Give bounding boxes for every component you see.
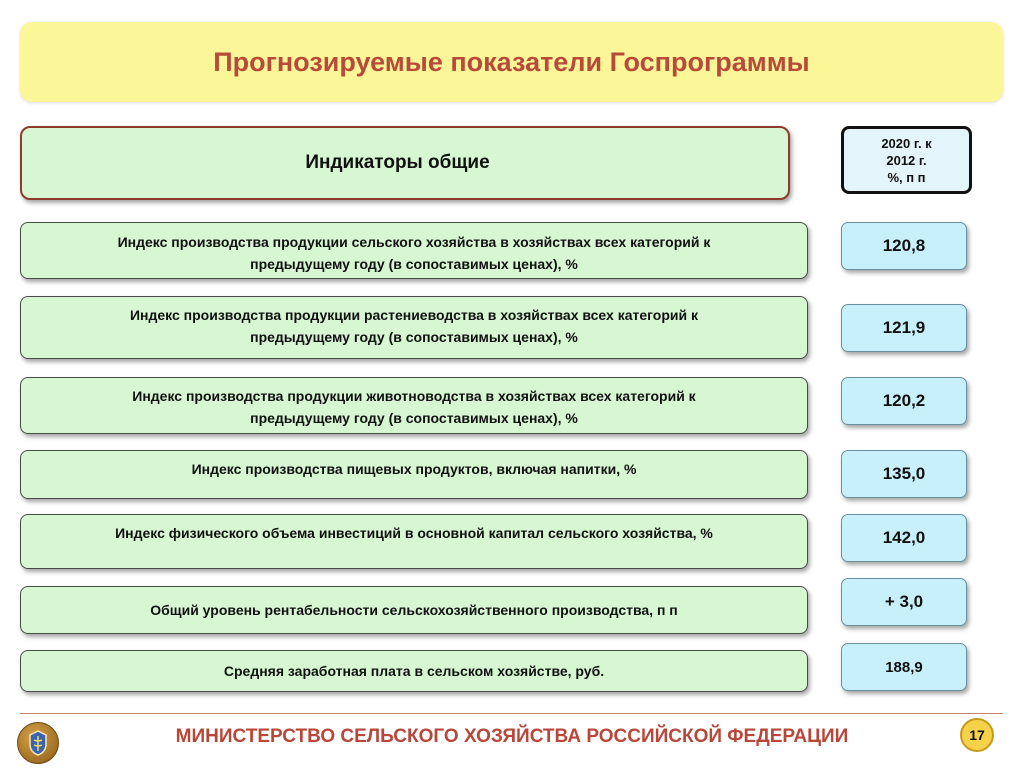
page-title: Прогнозируемые показатели Госпрограммы	[213, 46, 810, 77]
indicator-value: 120,8	[841, 222, 967, 270]
indicator-label: Индекс производства продукции сельского хозяйства в хозяйствах всех категорий к предыдущему году (в сопоставимых ценах), %	[117, 234, 711, 272]
indicator-value: 142,0	[841, 514, 967, 562]
indicator-row	[20, 377, 808, 434]
indicator-label: Средняя заработная плата в сельском хозяйстве, руб.	[223, 663, 605, 679]
title-banner	[20, 22, 1003, 102]
indicator-value: 188,9	[841, 643, 967, 691]
indicator-row	[20, 450, 808, 499]
column-header-line: %, п п	[887, 169, 926, 185]
indicator-value: 120,2	[841, 377, 967, 425]
indicator-value: 121,9	[841, 304, 967, 352]
page-number: 17	[960, 718, 994, 752]
footer-ministry-name: МИНИСТЕРСТВО СЕЛЬСКОГО ХОЗЯЙСТВА РОССИЙСКОЙ ФЕДЕРАЦИИ	[175, 726, 849, 747]
column-header	[841, 126, 972, 194]
indicator-label: Индекс производства пищевых продуктов, включая напитки, %	[191, 461, 637, 477]
indicator-row	[20, 514, 808, 569]
indicators-header	[20, 126, 790, 200]
indicator-row	[20, 586, 808, 634]
indicator-row	[20, 222, 808, 279]
column-header-line: 2012 г.	[886, 152, 927, 168]
indicator-label: Общий уровень рентабельности сельскохозяйственного производства, п п	[150, 602, 678, 618]
indicator-value: + 3,0	[841, 578, 967, 626]
indicator-label: Индекс производства продукции животноводства в хозяйствах всех категорий к предыдущему году (в сопоставимых ценах), %	[132, 388, 696, 426]
indicator-row	[20, 296, 808, 359]
indicators-header-label: Индикаторы общие	[305, 152, 490, 173]
column-header-line: 2020 г. к	[881, 135, 932, 151]
indicator-row	[20, 650, 808, 692]
indicator-label: Индекс физического объема инвестиций в основной капитал сельского хозяйства, %	[115, 525, 713, 541]
indicator-value: 135,0	[841, 450, 967, 498]
indicator-label: Индекс производства продукции растениеводства в хозяйствах всех категорий к предыдущему году (в сопоставимых ценах), %	[129, 307, 698, 345]
footer-divider	[20, 713, 1003, 714]
